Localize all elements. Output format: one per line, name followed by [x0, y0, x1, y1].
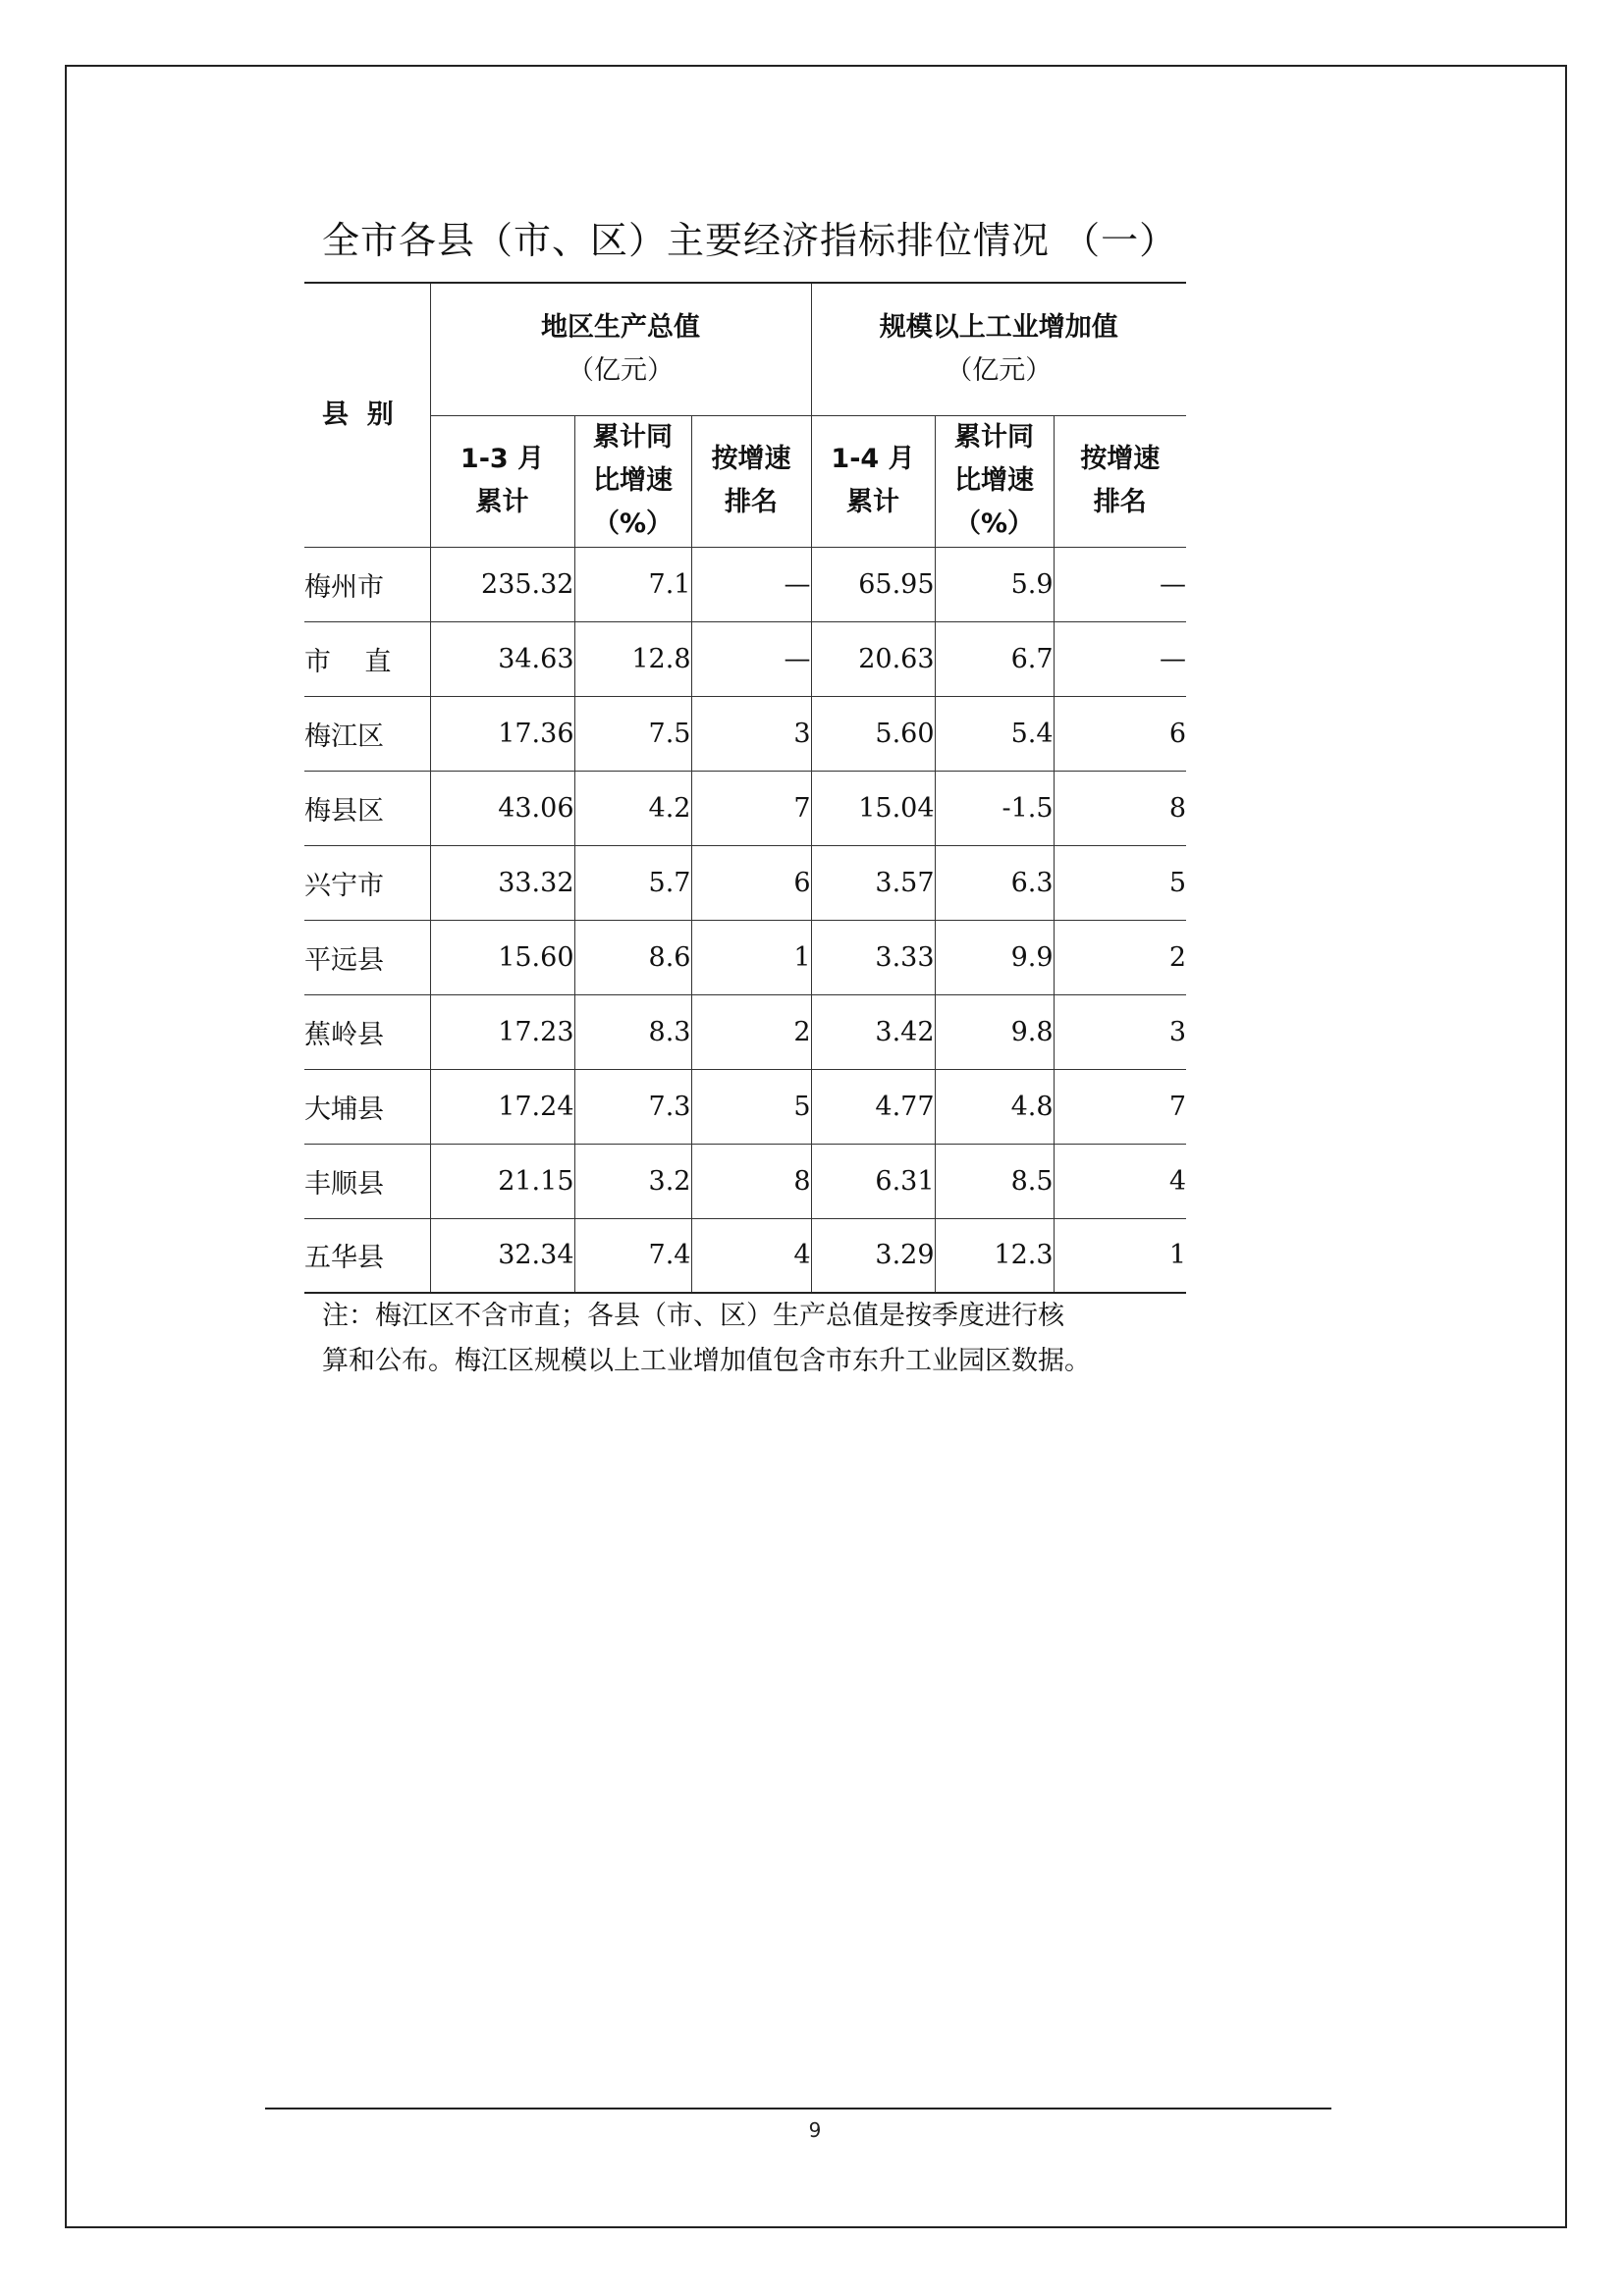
region-name: 兴宁市	[304, 845, 430, 920]
industrial-rank: 2	[1054, 920, 1186, 994]
industrial-cumulative: 3.42	[811, 994, 935, 1069]
industrial-growth: 5.4	[935, 696, 1054, 771]
page-number: 9	[808, 2118, 822, 2142]
industrial-growth: -1.5	[935, 771, 1054, 845]
footnote-line-2: 算和公布。梅江区规模以上工业增加值包含市东升工业园区数据。	[322, 1346, 1091, 1376]
industrial-growth: 12.3	[935, 1218, 1054, 1293]
industrial-cumulative-header: 1-4 月 累计	[811, 415, 935, 547]
table-footnote	[322, 1294, 1186, 1384]
gdp-rank: 1	[691, 920, 811, 994]
industrial-rank-header: 按增速 排名	[1054, 415, 1186, 547]
industrial-rank: 8	[1054, 771, 1186, 845]
gdp-cumulative: 32.34	[430, 1218, 574, 1293]
industrial-rank: 4	[1054, 1144, 1186, 1218]
industrial-cumulative: 15.04	[811, 771, 935, 845]
industrial-cumulative: 6.31	[811, 1144, 935, 1218]
gdp-growth: 12.8	[574, 621, 691, 696]
gdp-cumulative: 17.36	[430, 696, 574, 771]
gdp-rank: —	[691, 621, 811, 696]
footer-divider	[265, 2108, 1331, 2109]
footnote-line-1: 注：梅江区不含市直；各县（市、区）生产总值是按季度进行核	[322, 1301, 1064, 1331]
gdp-growth: 4.2	[574, 771, 691, 845]
gdp-cumulative: 17.23	[430, 994, 574, 1069]
gdp-rank: 5	[691, 1069, 811, 1144]
industrial-cumulative: 65.95	[811, 547, 935, 621]
industrial-cumulative: 3.29	[811, 1218, 935, 1293]
region-name: 平远县	[304, 920, 430, 994]
industrial-growth: 4.8	[935, 1069, 1054, 1144]
gdp-cumulative: 15.60	[430, 920, 574, 994]
gdp-cumulative: 33.32	[430, 845, 574, 920]
gdp-growth: 7.3	[574, 1069, 691, 1144]
gdp-rank: 2	[691, 994, 811, 1069]
gdp-growth: 7.4	[574, 1218, 691, 1293]
page-title: 全市各县（市、区）主要经济指标排位情况 （一）	[322, 219, 1178, 262]
gdp-rank: 3	[691, 696, 811, 771]
industrial-rank: —	[1054, 621, 1186, 696]
table-header-row-2	[304, 415, 1186, 547]
region-name: 蕉岭县	[304, 994, 430, 1069]
table-row	[304, 1218, 1186, 1293]
table-header-row-1	[304, 283, 1186, 415]
industrial-growth-header: 累计同 比增速 （%）	[935, 415, 1054, 547]
table-row	[304, 1069, 1186, 1144]
table-row	[304, 1144, 1186, 1218]
gdp-growth: 7.1	[574, 547, 691, 621]
gdp-cumulative: 21.15	[430, 1144, 574, 1218]
industrial-growth: 9.8	[935, 994, 1054, 1069]
gdp-cumulative: 43.06	[430, 771, 574, 845]
industrial-cumulative: 20.63	[811, 621, 935, 696]
industrial-rank: 6	[1054, 696, 1186, 771]
gdp-cumulative-header: 1-3 月 累计	[430, 415, 574, 547]
industrial-group-header: 规模以上工业增加值 （亿元）	[811, 283, 1186, 415]
gdp-growth: 3.2	[574, 1144, 691, 1218]
gdp-growth: 5.7	[574, 845, 691, 920]
gdp-rank: 6	[691, 845, 811, 920]
table-row	[304, 696, 1186, 771]
region-column-header: 县 别	[304, 283, 430, 547]
industrial-rank: 5	[1054, 845, 1186, 920]
gdp-group-header: 地区生产总值 （亿元）	[430, 283, 811, 415]
gdp-growth: 8.3	[574, 994, 691, 1069]
industrial-cumulative: 3.33	[811, 920, 935, 994]
gdp-rank: 8	[691, 1144, 811, 1218]
industrial-rank: 7	[1054, 1069, 1186, 1144]
industrial-growth: 9.9	[935, 920, 1054, 994]
industrial-rank: 1	[1054, 1218, 1186, 1293]
economic-indicators-table	[304, 282, 1186, 1294]
gdp-cumulative: 17.24	[430, 1069, 574, 1144]
gdp-cumulative: 34.63	[430, 621, 574, 696]
table-row	[304, 994, 1186, 1069]
gdp-rank: 7	[691, 771, 811, 845]
industrial-growth: 6.7	[935, 621, 1054, 696]
region-name: 大埔县	[304, 1069, 430, 1144]
table-row	[304, 845, 1186, 920]
gdp-rank: 4	[691, 1218, 811, 1293]
gdp-rank-header: 按增速 排名	[691, 415, 811, 547]
industrial-rank: —	[1054, 547, 1186, 621]
gdp-growth-header: 累计同 比增速 （%）	[574, 415, 691, 547]
table-row	[304, 547, 1186, 621]
industrial-cumulative: 4.77	[811, 1069, 935, 1144]
industrial-growth: 5.9	[935, 547, 1054, 621]
table-row	[304, 621, 1186, 696]
region-name: 五华县	[304, 1218, 430, 1293]
region-name: 丰顺县	[304, 1144, 430, 1218]
table-row	[304, 920, 1186, 994]
industrial-growth: 8.5	[935, 1144, 1054, 1218]
region-name: 梅州市	[304, 547, 430, 621]
industrial-cumulative: 3.57	[811, 845, 935, 920]
gdp-growth: 7.5	[574, 696, 691, 771]
industrial-growth: 6.3	[935, 845, 1054, 920]
table-row	[304, 771, 1186, 845]
region-name: 梅江区	[304, 696, 430, 771]
region-name: 梅县区	[304, 771, 430, 845]
region-name: 市 直	[304, 621, 430, 696]
gdp-growth: 8.6	[574, 920, 691, 994]
gdp-cumulative: 235.32	[430, 547, 574, 621]
industrial-rank: 3	[1054, 994, 1186, 1069]
industrial-cumulative: 5.60	[811, 696, 935, 771]
gdp-rank: —	[691, 547, 811, 621]
